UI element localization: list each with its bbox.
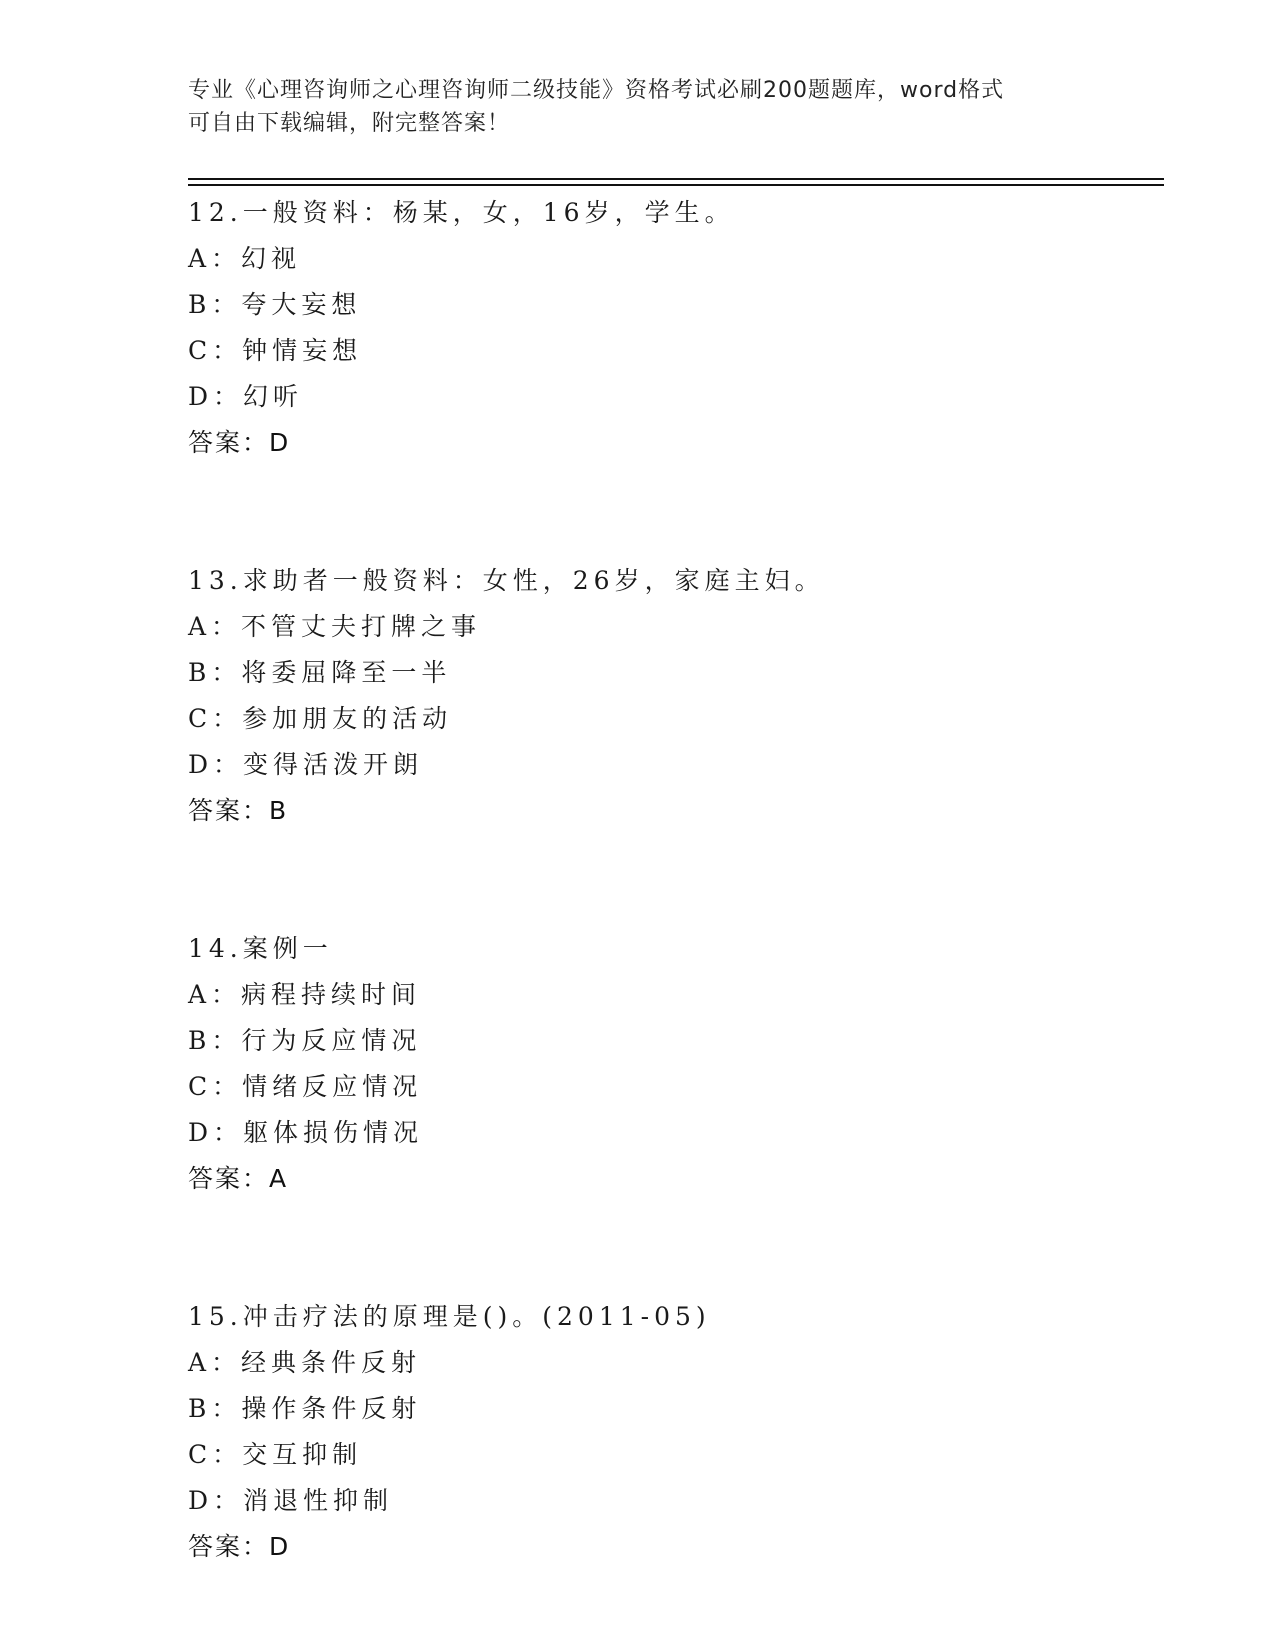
question-stem: 12.一般资料：杨某，女，16岁，学生。 — [188, 198, 735, 227]
question-spacer — [188, 1202, 1148, 1294]
option-c: C：钟情妄想 — [188, 336, 363, 365]
option-a: A：病程持续时间 — [188, 980, 422, 1009]
question-spacer — [188, 834, 1148, 926]
option-b: B：夸大妄想 — [188, 290, 362, 319]
option-d: D：幻听 — [188, 382, 304, 411]
question-13 — [188, 558, 1148, 834]
option-b: B：操作条件反射 — [188, 1394, 422, 1423]
option-a: A：幻视 — [188, 244, 302, 273]
question-stem: 14.案例一 — [188, 934, 333, 963]
question-list — [188, 190, 1148, 1570]
question-stem: 15.冲击疗法的原理是()。(2011-05) — [188, 1302, 711, 1331]
option-d: D：变得活泼开朗 — [188, 750, 424, 779]
question-spacer — [188, 466, 1148, 558]
option-a: A：不管丈夫打牌之事 — [188, 612, 482, 641]
answer-line: 答案：D — [188, 1532, 291, 1561]
header-divider-bottom — [188, 184, 1164, 186]
document-header — [188, 74, 1068, 140]
option-c: C：情绪反应情况 — [188, 1072, 423, 1101]
question-12 — [188, 190, 1148, 466]
header-divider-top — [188, 178, 1164, 180]
option-c: C：参加朋友的活动 — [188, 704, 453, 733]
option-c: C：交互抑制 — [188, 1440, 363, 1469]
option-a: A：经典条件反射 — [188, 1348, 422, 1377]
option-d: D：消退性抑制 — [188, 1486, 394, 1515]
question-14 — [188, 926, 1148, 1202]
question-stem: 13.求助者一般资料：女性，26岁，家庭主妇。 — [188, 566, 825, 595]
answer-line: 答案：A — [188, 1164, 289, 1193]
option-d: D：躯体损伤情况 — [188, 1118, 424, 1147]
question-15 — [188, 1294, 1148, 1570]
option-b: B：将委屈降至一半 — [188, 658, 452, 687]
answer-line: 答案：B — [188, 796, 289, 825]
option-b: B：行为反应情况 — [188, 1026, 422, 1055]
header-line-2: 可自由下载编辑，附完整答案！ — [188, 111, 511, 136]
header-line-1: 专业《心理咨询师之心理咨询师二级技能》资格考试必刷200题题库，word格式 — [188, 78, 1005, 103]
answer-line: 答案：D — [188, 428, 291, 457]
